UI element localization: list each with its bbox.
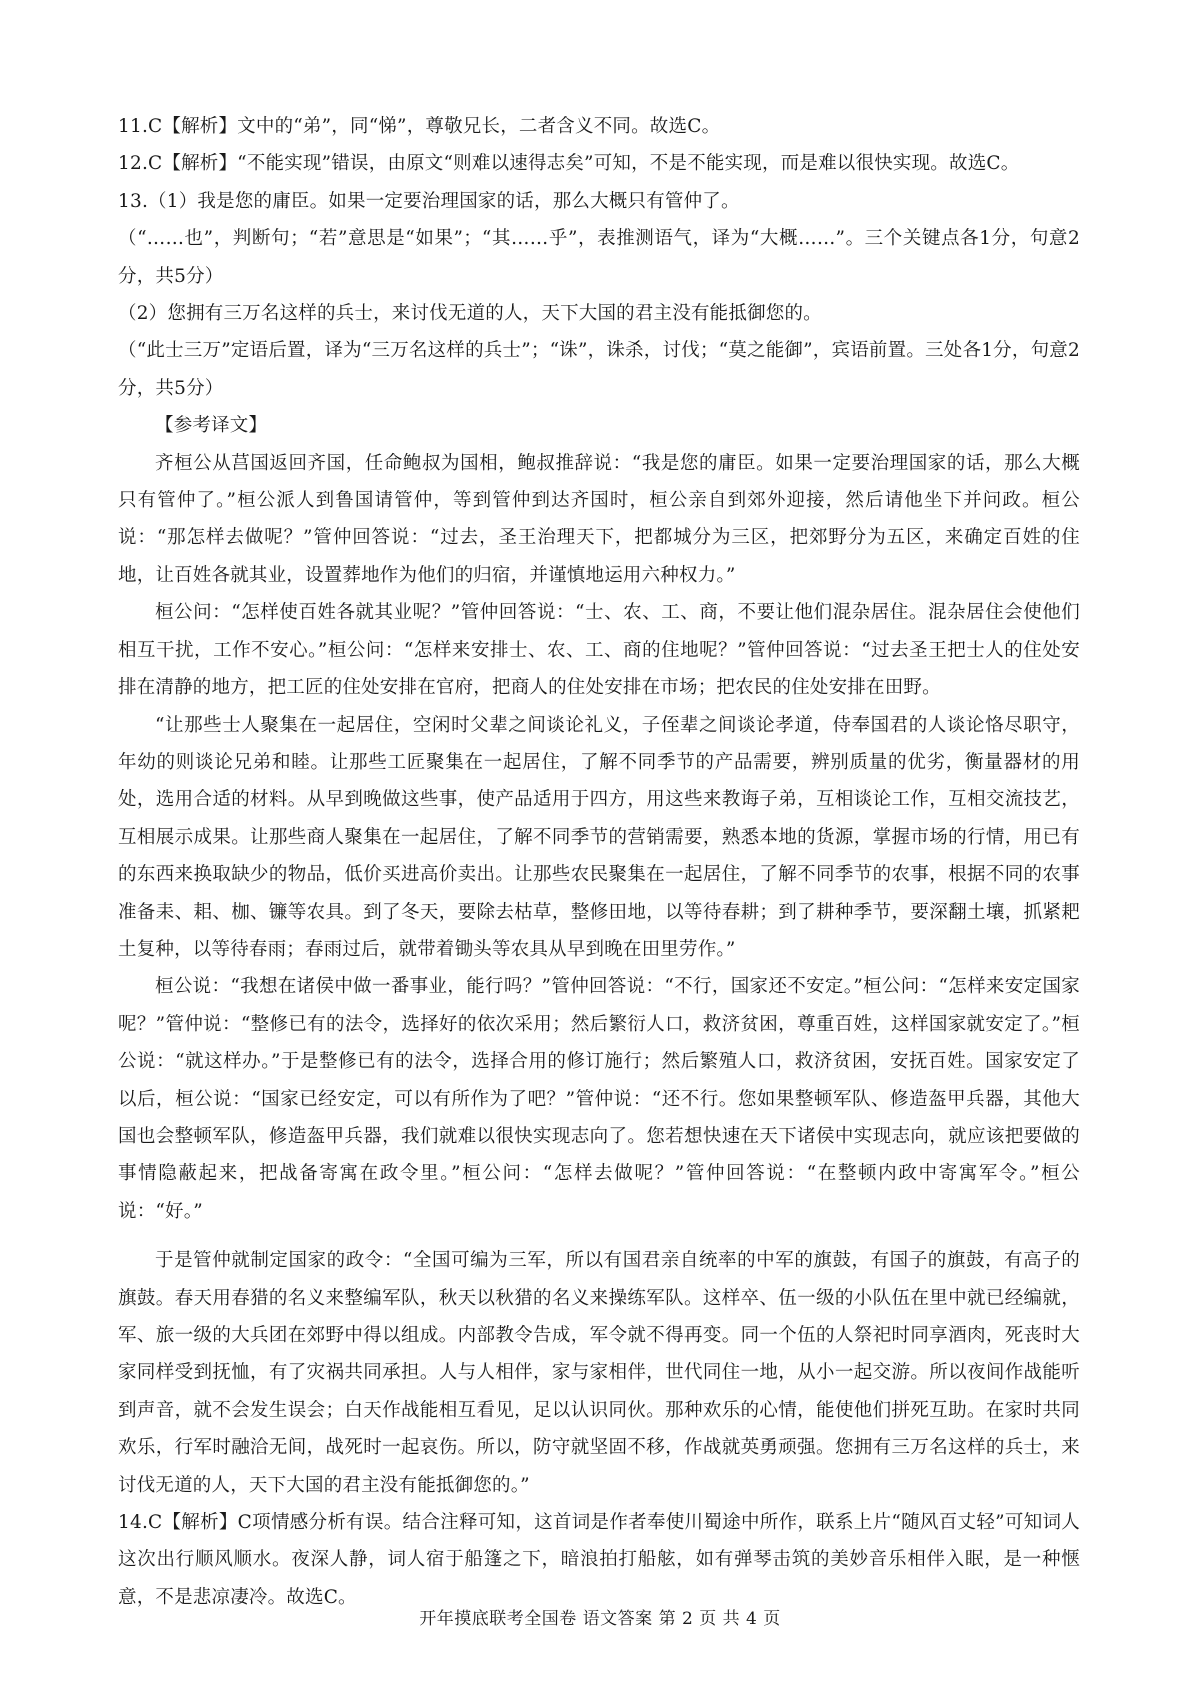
answer-q13-part1: 13.（1）我是您的庸臣。如果一定要治理国家的话，那么大概只有管仲了。 <box>118 190 740 212</box>
answer-q13-part1-scoring-note: （“……也”，判断句；“若”意思是“如果”；“其……乎”，表推测语气，译为“大概……”。三个关键点各1分，句意2分，共5分） <box>118 228 1080 287</box>
page-content <box>118 108 1080 1616</box>
answer-q13-part2: （2）您拥有三万名这样的兵士，来讨伐无道的人，天下大国的君主没有能抵御您的。 <box>118 303 822 325</box>
reference-paragraph: 齐桓公从莒国返回齐国，任命鲍叔为国相，鲍叔推辞说：“我是您的庸臣。如果一定要治理国家的话，那么大概只有管仲了。”桓公派人到鲁国请管仲，等到管仲到达齐国时，桓公亲自到郊外迎接，然后请他坐下并问政。桓公说：“那怎样去做呢？”管仲回答说：“过去，圣王治理天下，把都城分为三区，把郊野分为五区，来确定百姓的住地，让百姓各就其业，设置葬地作为他们的归宿，并谨慎地运用六种权力。” <box>118 452 1080 586</box>
reference-translation-heading: 【参考译文】 <box>155 415 268 437</box>
reference-paragraph: 于是管仲就制定国家的政令：“全国可编为三军，所以有国君亲自统率的中军的旗鼓，有国子的旗鼓，有高子的旗鼓。春天用春猎的名义来整编军队，秋天以秋猎的名义来操练军队。这样卒、伍一级的小队伍在里中就已经编就，军、旅一级的大兵团在郊野中得以组成。内部教令告成，军令就不得再变。同一个伍的人祭祀时同享酒肉，死丧时大家同样受到抚恤，有了灾祸共同承担。人与人相伴，家与家相伴，世代同住一地，从小一起交游。所以夜间作战能听到声音，就不会发生误会；白天作战能相互看见，足以认识同伙。那种欢乐的心情，能使他们拼死互助。在家时共同欢乐，行军时融洽无间，战死时一起哀伤。所以，防守就坚固不移，作战就英勇顽强。您拥有三万名这样的兵士，来讨伐无道的人，天下大国的君主没有能抵御您的。” <box>118 1250 1080 1496</box>
answer-q14: 14.C【解析】C项情感分析有误。结合注释可知，这首词是作者奉使川蜀途中所作，联系上片“随风百丈轻”可知词人这次出行顺风顺水。夜深人静，词人宿于船篷之下，暗浪拍打船舷，如有弹琴击筑的美妙音乐相伴入眠，是一种惬意，不是悲凉凄冷。故选C。 <box>118 1512 1080 1608</box>
answer-q11: 11.C【解析】文中的“弟”，同“悌”，尊敬兄长，二者含义不同。故选C。 <box>118 116 721 137</box>
reference-paragraph: 桓公说：“我想在诸侯中做一番事业，能行吗？”管仲回答说：“不行，国家还不安定。”桓公问：“怎样来安定国家呢？”管仲说：“整修已有的法令，选择好的依次采用；然后繁衍人口，救济贫困，尊重百姓，这样国家就安定了。”桓公说：“就这样办。”于是整修已有的法令，选择合用的修订施行；然后繁殖人口，救济贫困，安抚百姓。国家安定了以后，桓公说：“国家已经安定，可以有所作为了吧？”管仲说：“还不行。您如果整顿军队、修造盔甲兵器，其他大国也会整顿军队，修造盔甲兵器，我们就难以很快实现志向了。您若想快速在天下诸侯中实现志向，就应该把要做的事情隐蔽起来，把战备寄寓在政令里。”桓公问：“怎样去做呢？”管仲回答说：“在整顿内政中寄寓军令。”桓公说：“好。” <box>118 976 1080 1222</box>
answer-q12: 12.C【解析】“不能实现”错误，由原文“则难以速得志矣”可知，不是不能实现，而是难以很快实现。故选C。 <box>118 153 1020 175</box>
page-footer: 开年摸底联考全国卷 语文答案 第 2 页 共 4 页 <box>419 1609 781 1629</box>
answer-q13-part2-scoring-note: （“此士三万”定语后置，译为“三万名这样的兵士”；“诛”，诛杀，讨伐；“莫之能御”，宾语前置。三处各1分，句意2分，共5分） <box>118 340 1080 399</box>
reference-paragraph: 桓公问：“怎样使百姓各就其业呢？”管仲回答说：“士、农、工、商，不要让他们混杂居住。混杂居住会使他们相互干扰，工作不安心。”桓公问：“怎样来安排士、农、工、商的住地呢？”管仲回答说：“过去圣王把士人的住处安排在清静的地方，把工匠的住处安排在官府，把商人的住处安排在市场；把农民的住处安排在田野。 <box>118 602 1080 699</box>
reference-paragraph: “让那些士人聚集在一起居住，空闲时父辈之间谈论礼义，子侄辈之间谈论孝道，侍奉国君的人谈论恪尽职守，年幼的则谈论兄弟和睦。让那些工匠聚集在一起居住，了解不同季节的产品需要，辨别质量的优劣，衡量器材的用处，选用合适的材料。从早到晚做这些事，使产品适用于四方，用这些来教诲子弟，互相谈论工作，互相交流技艺，互相展示成果。让那些商人聚集在一起居住，了解不同季节的营销需要，熟悉本地的货源，掌握市场的行情，用已有的东西来换取缺少的物品，低价买进高价卖出。让那些农民聚集在一起居住，了解不同季节的农事，根据不同的农事准备耒、耜、枷、镰等农具。到了冬天，要除去枯草，整修田地，以等待春耕；到了耕种季节，要深翻土壤，抓紧耙土复种，以等待春雨；春雨过后，就带着锄头等农具从早到晚在田里劳作。” <box>118 714 1080 960</box>
